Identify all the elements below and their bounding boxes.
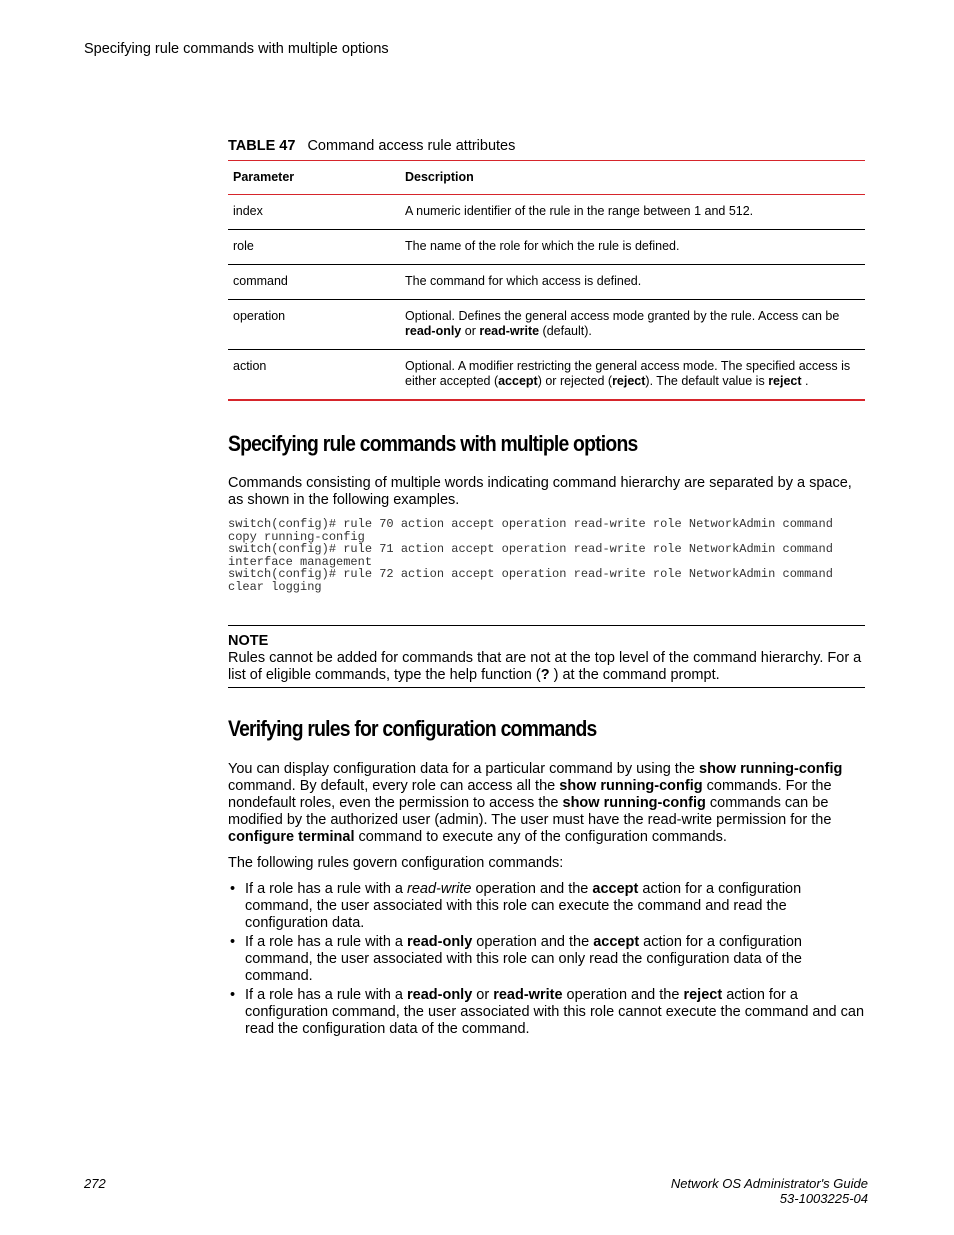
text-run: The name of the role for which the rule is defined.: [405, 239, 680, 253]
code-example: switch(config)# rule 70 action accept operation read-write role NetworkAdmin command copy running-config switch(config)# rule 71 action accept operation read-write role NetworkAdmin command interface management switch(config)# rule 72 action accept operation read-write role NetworkAdmin command clear logging: [228, 517, 833, 594]
page-number: 272: [84, 1176, 106, 1191]
text-run: commands can be modified by the authorized user (admin). The user must have the read-write permission for the: [228, 795, 832, 828]
parameter-cell: operation: [233, 309, 286, 323]
text-run: operation and the: [562, 987, 684, 1003]
description-cell: [400, 350, 865, 401]
text-run: operation and the: [471, 881, 593, 897]
text-run: You can display configuration data for a particular command by using the: [228, 761, 699, 777]
bold-term: show running-config: [562, 795, 706, 811]
text-run: ) or rejected (: [537, 374, 613, 388]
table-header-row: [228, 161, 865, 195]
bold-term: read-write: [493, 987, 563, 1003]
text-run: A numeric identifier of the rule in the range between 1 and 512.: [405, 204, 754, 218]
description-cell: [400, 265, 865, 300]
list-item: [228, 987, 865, 1038]
text-run: ) at the command prompt.: [549, 667, 720, 683]
bold-term: reject: [683, 987, 723, 1003]
bold-term: show running-config: [559, 778, 703, 794]
bullet-icon: •: [230, 881, 236, 897]
text-run: command. By default, every role can access all the: [228, 778, 560, 794]
footer-doc-info: [671, 1176, 868, 1206]
section2-paragraph: [228, 761, 865, 846]
bold-term: read-write: [479, 324, 540, 338]
text-run: action for a configuration command, the user associated with this role cannot execute the command and can read the configuration data of the command.: [245, 987, 865, 1037]
bullet-icon: •: [230, 987, 236, 1003]
text-run: .: [801, 374, 809, 388]
list-item: [228, 934, 865, 985]
table-caption-label: TABLE 47: [228, 138, 296, 154]
note-title: NOTE: [228, 633, 269, 649]
text-run: operation and the: [472, 934, 594, 950]
table-row: [228, 265, 865, 300]
section-heading-multiple-options: Specifying rule commands with multiple options: [228, 431, 638, 456]
bold-term: accept: [592, 881, 639, 897]
header-description: Description: [405, 170, 474, 184]
text-run: Rules cannot be added for commands that are not at the top level of the command hierarchy. For a list of eligible commands, type the help function (: [228, 650, 862, 683]
table-row: [228, 300, 865, 350]
parameter-cell: role: [233, 239, 254, 253]
bold-term: read-only: [407, 934, 473, 950]
section1-intro: Commands consisting of multiple words indicating command hierarchy are separated by a space, as shown in the following examples.: [228, 475, 852, 508]
list-item: [228, 881, 865, 932]
text-run: or: [472, 987, 494, 1003]
bold-term: show running-config: [699, 761, 843, 777]
bold-term: configure terminal: [228, 829, 355, 845]
running-header: Specifying rule commands with multiple options: [84, 41, 389, 57]
table-row: [228, 350, 865, 401]
text-run: Optional. Defines the general access mode granted by the rule. Access can be: [405, 309, 840, 323]
section2-rules-intro: The following rules govern configuration commands:: [228, 855, 564, 871]
bold-term: accept: [593, 934, 640, 950]
command-access-rule-table: [228, 160, 865, 401]
parameter-cell: index: [233, 204, 263, 218]
table-caption-text: Command access rule attributes: [307, 138, 516, 154]
text-run: (default).: [539, 324, 592, 338]
bold-term: accept: [498, 374, 538, 388]
note-box: [228, 625, 865, 688]
table-row: [228, 195, 865, 230]
description-cell: [400, 195, 865, 230]
bold-term: reject: [612, 374, 646, 388]
header-parameter: Parameter: [233, 170, 295, 184]
footer-guide-title: Network OS Administrator's Guide: [670, 1176, 868, 1191]
parameter-cell: action: [233, 359, 267, 373]
footer-doc-number: 53-1003225-04: [779, 1191, 868, 1206]
text-run: command to execute any of the configuration commands.: [354, 829, 727, 845]
bold-term: reject: [768, 374, 802, 388]
bold-term: read-only: [405, 324, 462, 338]
table-row: [228, 230, 865, 265]
bold-term: ?: [540, 667, 550, 683]
text-run: action for a configuration command, the user associated with this role can execute the command and read the configuration data.: [245, 881, 802, 931]
text-run: If a role has a rule with a: [245, 881, 407, 897]
text-run: Optional. A modifier restricting the general access mode. The specified access is either accepted (: [405, 359, 851, 388]
text-run: action for a configuration command, the user associated with this role can only read the configuration data of the command.: [245, 934, 802, 984]
text-run: ). The default value is: [645, 374, 769, 388]
italic-term: read-write: [407, 881, 472, 897]
page-content: [228, 138, 865, 1040]
bold-term: read-only: [407, 987, 473, 1003]
description-cell: [400, 300, 865, 350]
parameter-cell: command: [233, 274, 288, 288]
text-run: The command for which access is defined.: [405, 274, 642, 288]
text-run: commands. For the nondefault roles, even the permission to access the: [228, 778, 832, 811]
description-cell: [400, 230, 865, 265]
table-caption: [228, 138, 865, 154]
rules-list: [228, 881, 865, 1038]
table-body: [228, 195, 865, 401]
note-text: [228, 650, 865, 684]
section-heading-verifying-rules: Verifying rules for configuration commands: [228, 716, 597, 741]
text-run: If a role has a rule with a: [245, 934, 407, 950]
text-run: If a role has a rule with a: [245, 987, 407, 1003]
text-run: or: [461, 324, 480, 338]
bullet-icon: •: [230, 934, 236, 950]
